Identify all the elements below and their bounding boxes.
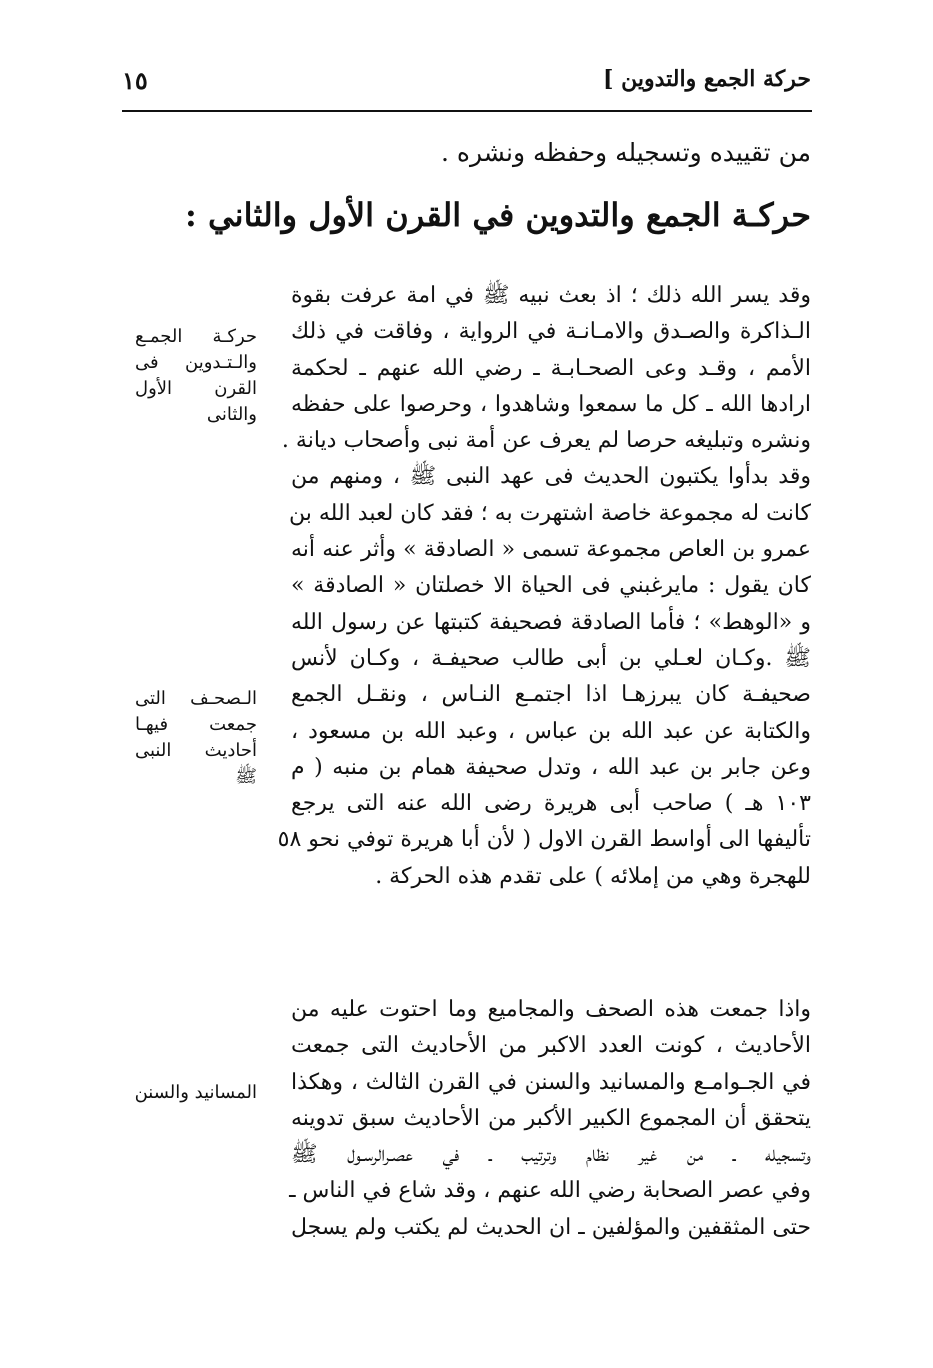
page-number: ١٥ bbox=[122, 66, 148, 95]
paragraph-line: ارادها الله ـ كل ما سمعوا وشاهدوا ، وحرصوا على حفظه bbox=[291, 391, 811, 417]
paragraph-line: وفي عصر الصحابة رضي الله عنهم ، وقد شاع في الناس ـ bbox=[289, 1178, 811, 1204]
paragraph-line: كان يقول : مايرغبني فى الحياة الا خصلتان « الصادقة » bbox=[291, 573, 811, 599]
paragraph-line: للهجرة وهي من إملائه ) على تقدم هذه الحركة . bbox=[375, 863, 811, 889]
margin-note-line: ﷺ bbox=[235, 766, 257, 787]
paragraph-line: حتى المثقفين والمؤلفين ـ ان الحديث لم يكتب ولم يسجل bbox=[291, 1214, 811, 1240]
header-rule bbox=[122, 110, 812, 112]
margin-note-line: والـتـدوين فى bbox=[135, 352, 257, 373]
paragraph-line: كانت له مجموعة خاصة اشتهرت به ؛ فقد كان لعبد الله بن bbox=[289, 500, 811, 526]
margin-note-line: حركـة الجمـع bbox=[135, 326, 257, 347]
margin-note-line: والثانى bbox=[206, 404, 257, 425]
margin-note-line: الـصحـف التى bbox=[135, 688, 257, 709]
intro-line: من تقييده وتسجيله وحفظه ونشره . bbox=[440, 138, 811, 167]
paragraph-line: وقد بدأوا يكتبون الحديث فى عهد النبى ﷺ ، ومنهم من bbox=[291, 464, 811, 490]
paragraph-line: الـذاكرة والصـدق والامـانـة في الرواية ، وفاقت في ذلك bbox=[291, 319, 811, 345]
margin-note-hadith-scrolls bbox=[135, 686, 257, 790]
paragraph-line: واذا جمعت هذه الصحف والمجاميع وما احتوت عليه من bbox=[291, 997, 811, 1022]
margin-note-collection-movement bbox=[135, 324, 257, 428]
margin-note-line: جمعت فيهـا bbox=[135, 714, 257, 735]
paragraph-line: و «الوهط» ؛ فأما الصادقة فصحيفة كتبتها عن رسول الله bbox=[291, 609, 811, 635]
paragraph-line: تأليفها الى أواسط القرن الاول ( لأن أبا هريرة توفي نحو ٥٨ bbox=[277, 827, 811, 853]
paragraph-2 bbox=[291, 992, 811, 1246]
section-heading: حركـة الجمع والتدوين في القرن الأول والثاني : bbox=[185, 196, 811, 234]
paragraph-1 bbox=[277, 278, 811, 895]
paragraph-line: وقد يسر الله ذلك ؛ اذ بعث نبيه ﷺ في امة عرفت بقوة bbox=[291, 283, 811, 308]
margin-note-line: المسانيد والسنن bbox=[134, 1082, 257, 1103]
margin-note-line: القرن الأول bbox=[135, 378, 257, 399]
paragraph-line: ﷺ .وكـان لعـلي بن أبى طالب صحيفـة ، وكـان لأنس bbox=[291, 645, 811, 671]
running-header-title: حركة الجمع والتدوين ] bbox=[603, 66, 811, 92]
paragraph-line: وعن جابر بن عبد الله ، وتدل صحيفة همام بن منبه ( م bbox=[291, 754, 811, 780]
paragraph-line: الأمم ، وقـد وعى الصحـابـة ـ رضي الله عنهم ـ لحكمة bbox=[291, 355, 811, 381]
paragraph-line: صحيفـة كان يبرزهـا اذا اجتمـع النـاس ، ونقـل الجمع bbox=[291, 682, 811, 708]
paragraph-line: وتسجيله ـ من غير نظام وترتيب ـ في عصـرالرسـول ﷺ bbox=[291, 1142, 811, 1168]
paragraph-line: عمرو بن العاص مجموعة تسمى « الصادقة » وأثر عنه أنه bbox=[291, 537, 811, 563]
paragraph-line: في الجـوامـع والمسانيد والسنن في القرن الثالث ، وهكذا bbox=[291, 1069, 811, 1095]
paragraph-line: يتحقق أن المجموع الكبير الأكبر من الأحاديث سبق تدوينه bbox=[291, 1105, 811, 1131]
margin-note-musnads-sunan bbox=[135, 1080, 257, 1106]
paragraph-line: الأحاديث ، كونت العدد الاكبر من الأحاديث التى جمعت bbox=[291, 1033, 811, 1059]
paragraph-line: ١٠٣ هـ ) صاحب أبى هريرة رضى الله عنه التى يرجع bbox=[291, 791, 811, 817]
paragraph-line: ونشره وتبليغه حرصا لم يعرف عن أمة نبى وأصحاب ديانة . bbox=[281, 428, 811, 454]
margin-note-line: أحاديث النبى bbox=[135, 740, 257, 761]
paragraph-line: والكتابة عن عبد الله بن عباس ، وعبد الله بن مسعود ، bbox=[291, 718, 811, 744]
